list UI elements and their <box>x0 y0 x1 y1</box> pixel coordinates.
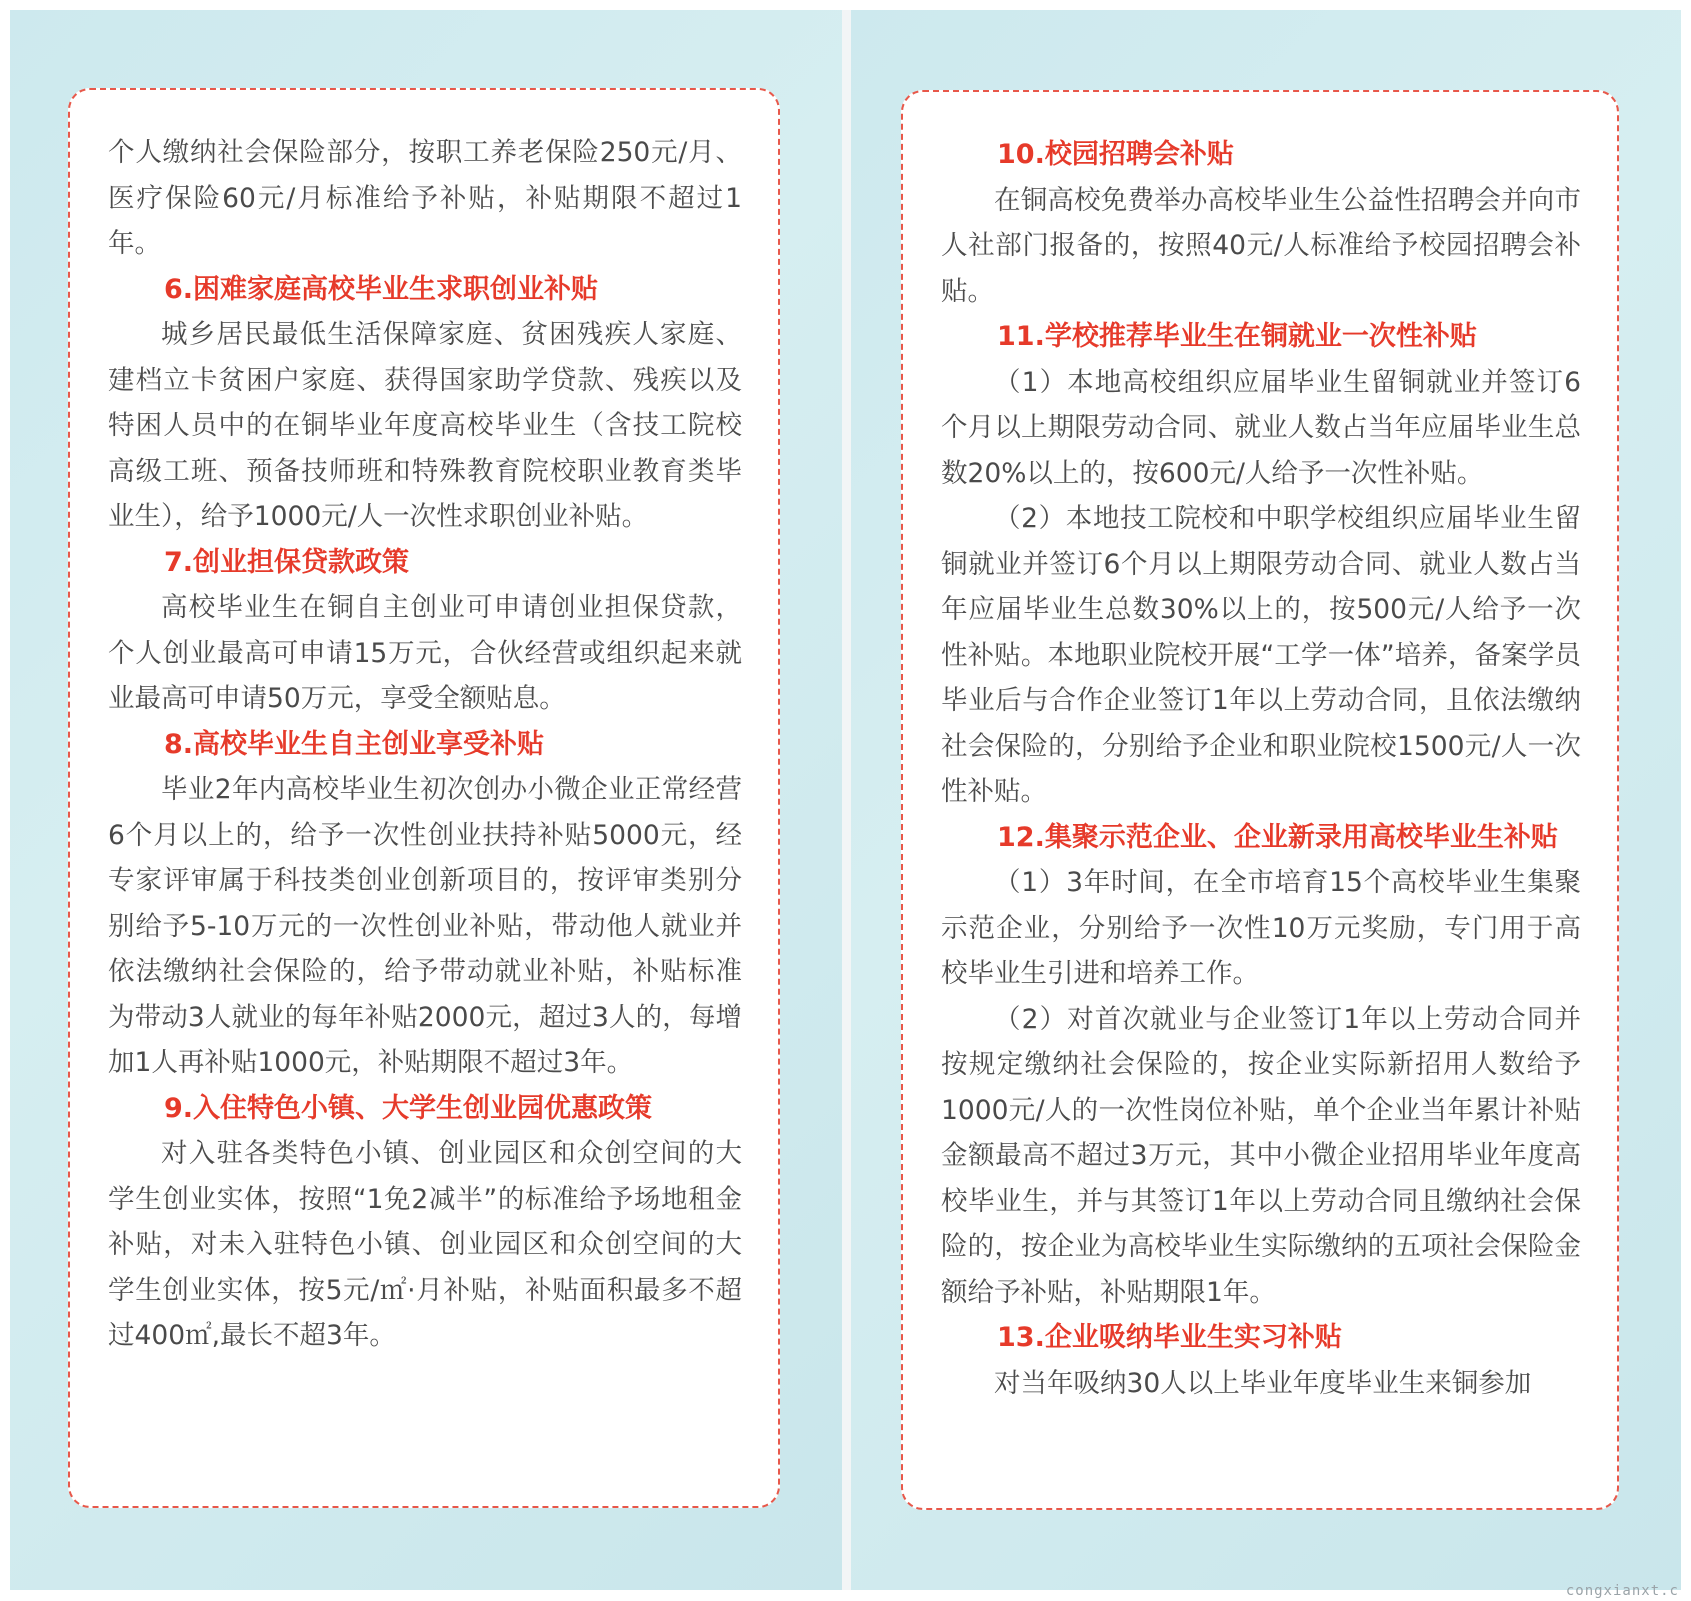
section-8-paragraph-1: 毕业2年内高校毕业生初次创办小微企业正常经营6个月以上的，给予一次性创业扶持补贴5000元，经专家评审属于科技类创业创新项目的，按评审类别分别给予5-10万元的一次性创业补贴，带动他人就业并依法缴纳社会保险的，给予带动就业补贴，补贴标准为带动3人就业的每年补贴2000元，超过3人的，每增加1人再补贴1000元，补贴期限不超过3年。 <box>108 774 742 1078</box>
right-page <box>851 10 1681 1590</box>
section-12-paragraph-1: （1）3年时间，在全市培育15个高校毕业生集聚示范企业，分别给予一次性10万元奖励，专门用于高校毕业生引进和培养工作。 <box>941 867 1581 989</box>
left-content-panel <box>68 88 780 1508</box>
section-heading-8: 8.高校毕业生自主创业享受补贴 <box>164 728 545 760</box>
page-spine <box>842 10 851 1590</box>
section-10-paragraph-1: 在铜高校免费举办高校毕业生公益性招聘会并向市人社部门报备的，按照40元/人标准给予校园招聘会补贴。 <box>941 184 1581 307</box>
section-9-paragraph-1: 对入驻各类特色小镇、创业园区和众创空间的大学生创业实体，按照“1免2减半”的标准给予场地租金补贴，对未入驻特色小镇、创业园区和众创空间的大学生创业实体，按5元/㎡·月补贴，补贴面积最多不超过400㎡,最长不超3年。 <box>108 1138 742 1351</box>
section-heading-13: 13.企业吸纳毕业生实习补贴 <box>997 1322 1342 1353</box>
section-7-paragraph-1: 高校毕业生在铜自主创业可申请创业担保贷款，个人创业最高可申请15万元，合伙经营或组织起来就业最高可申请50万元，享受全额贴息。 <box>108 592 742 714</box>
section-11-paragraph-1: （1）本地高校组织应届毕业生留铜就业并签订6个月以上期限劳动合同、就业人数占当年应届毕业生总数20%以上的，按600元/人给予一次性补贴。 <box>941 366 1581 489</box>
section-12-paragraph-2: （2）对首次就业与企业签订1年以上劳动合同并按规定缴纳社会保险的，按企业实际新招用人数给予1000元/人的一次性岗位补贴，单个企业当年累计补贴金额最高不超过3万元，其中小微企业招用毕业年度高校毕业生，并与其签订1年以上劳动合同且缴纳社会保险的，按企业为高校毕业生实际缴纳的五项社会保险金额给予补贴，补贴期限1年。 <box>941 1003 1581 1308</box>
intro-paragraph: 个人缴纳社会保险部分，按职工养老保险250元/月、医疗保险60元/月标准给予补贴，补贴期限不超过1年。 <box>108 137 742 259</box>
section-13-paragraph-1: 对当年吸纳30人以上毕业年度毕业生来铜参加 <box>994 1367 1532 1399</box>
section-heading-7: 7.创业担保贷款政策 <box>164 546 410 578</box>
section-heading-12: 12.集聚示范企业、企业新录用高校毕业生补贴 <box>997 821 1558 853</box>
section-heading-10: 10.校园招聘会补贴 <box>997 139 1234 170</box>
section-heading-11: 11.学校推荐毕业生在铜就业一次性补贴 <box>997 321 1477 352</box>
section-6-paragraph-1: 城乡居民最低生活保障家庭、贫困残疾人家庭、建档立卡贫困户家庭、获得国家助学贷款、残疾以及特困人员中的在铜毕业年度高校毕业生（含技工院校高级工班、预备技师班和特殊教育院校职业教育类毕业生），给予1000元/人一次性求职创业补贴。 <box>108 319 742 532</box>
right-content-panel <box>901 90 1619 1510</box>
left-page <box>10 10 842 1590</box>
section-11-paragraph-2: （2）本地技工院校和中职学校组织应届毕业生留铜就业并签订6个月以上期限劳动合同、就业人数占当年应届毕业生总数30%以上的，按500元/人给予一次性补贴。本地职业院校开展“工学一体”培养，备案学员毕业后与合作企业签订1年以上劳动合同，且依法缴纳社会保险的，分别给予企业和职业院校1500元/人一次性补贴。 <box>941 503 1581 807</box>
section-heading-6: 6.困难家庭高校毕业生求职创业补贴 <box>164 273 599 305</box>
watermark: congxianxt.c <box>1565 1583 1679 1599</box>
section-heading-9: 9.入住特色小镇、大学生创业园优惠政策 <box>164 1092 653 1124</box>
